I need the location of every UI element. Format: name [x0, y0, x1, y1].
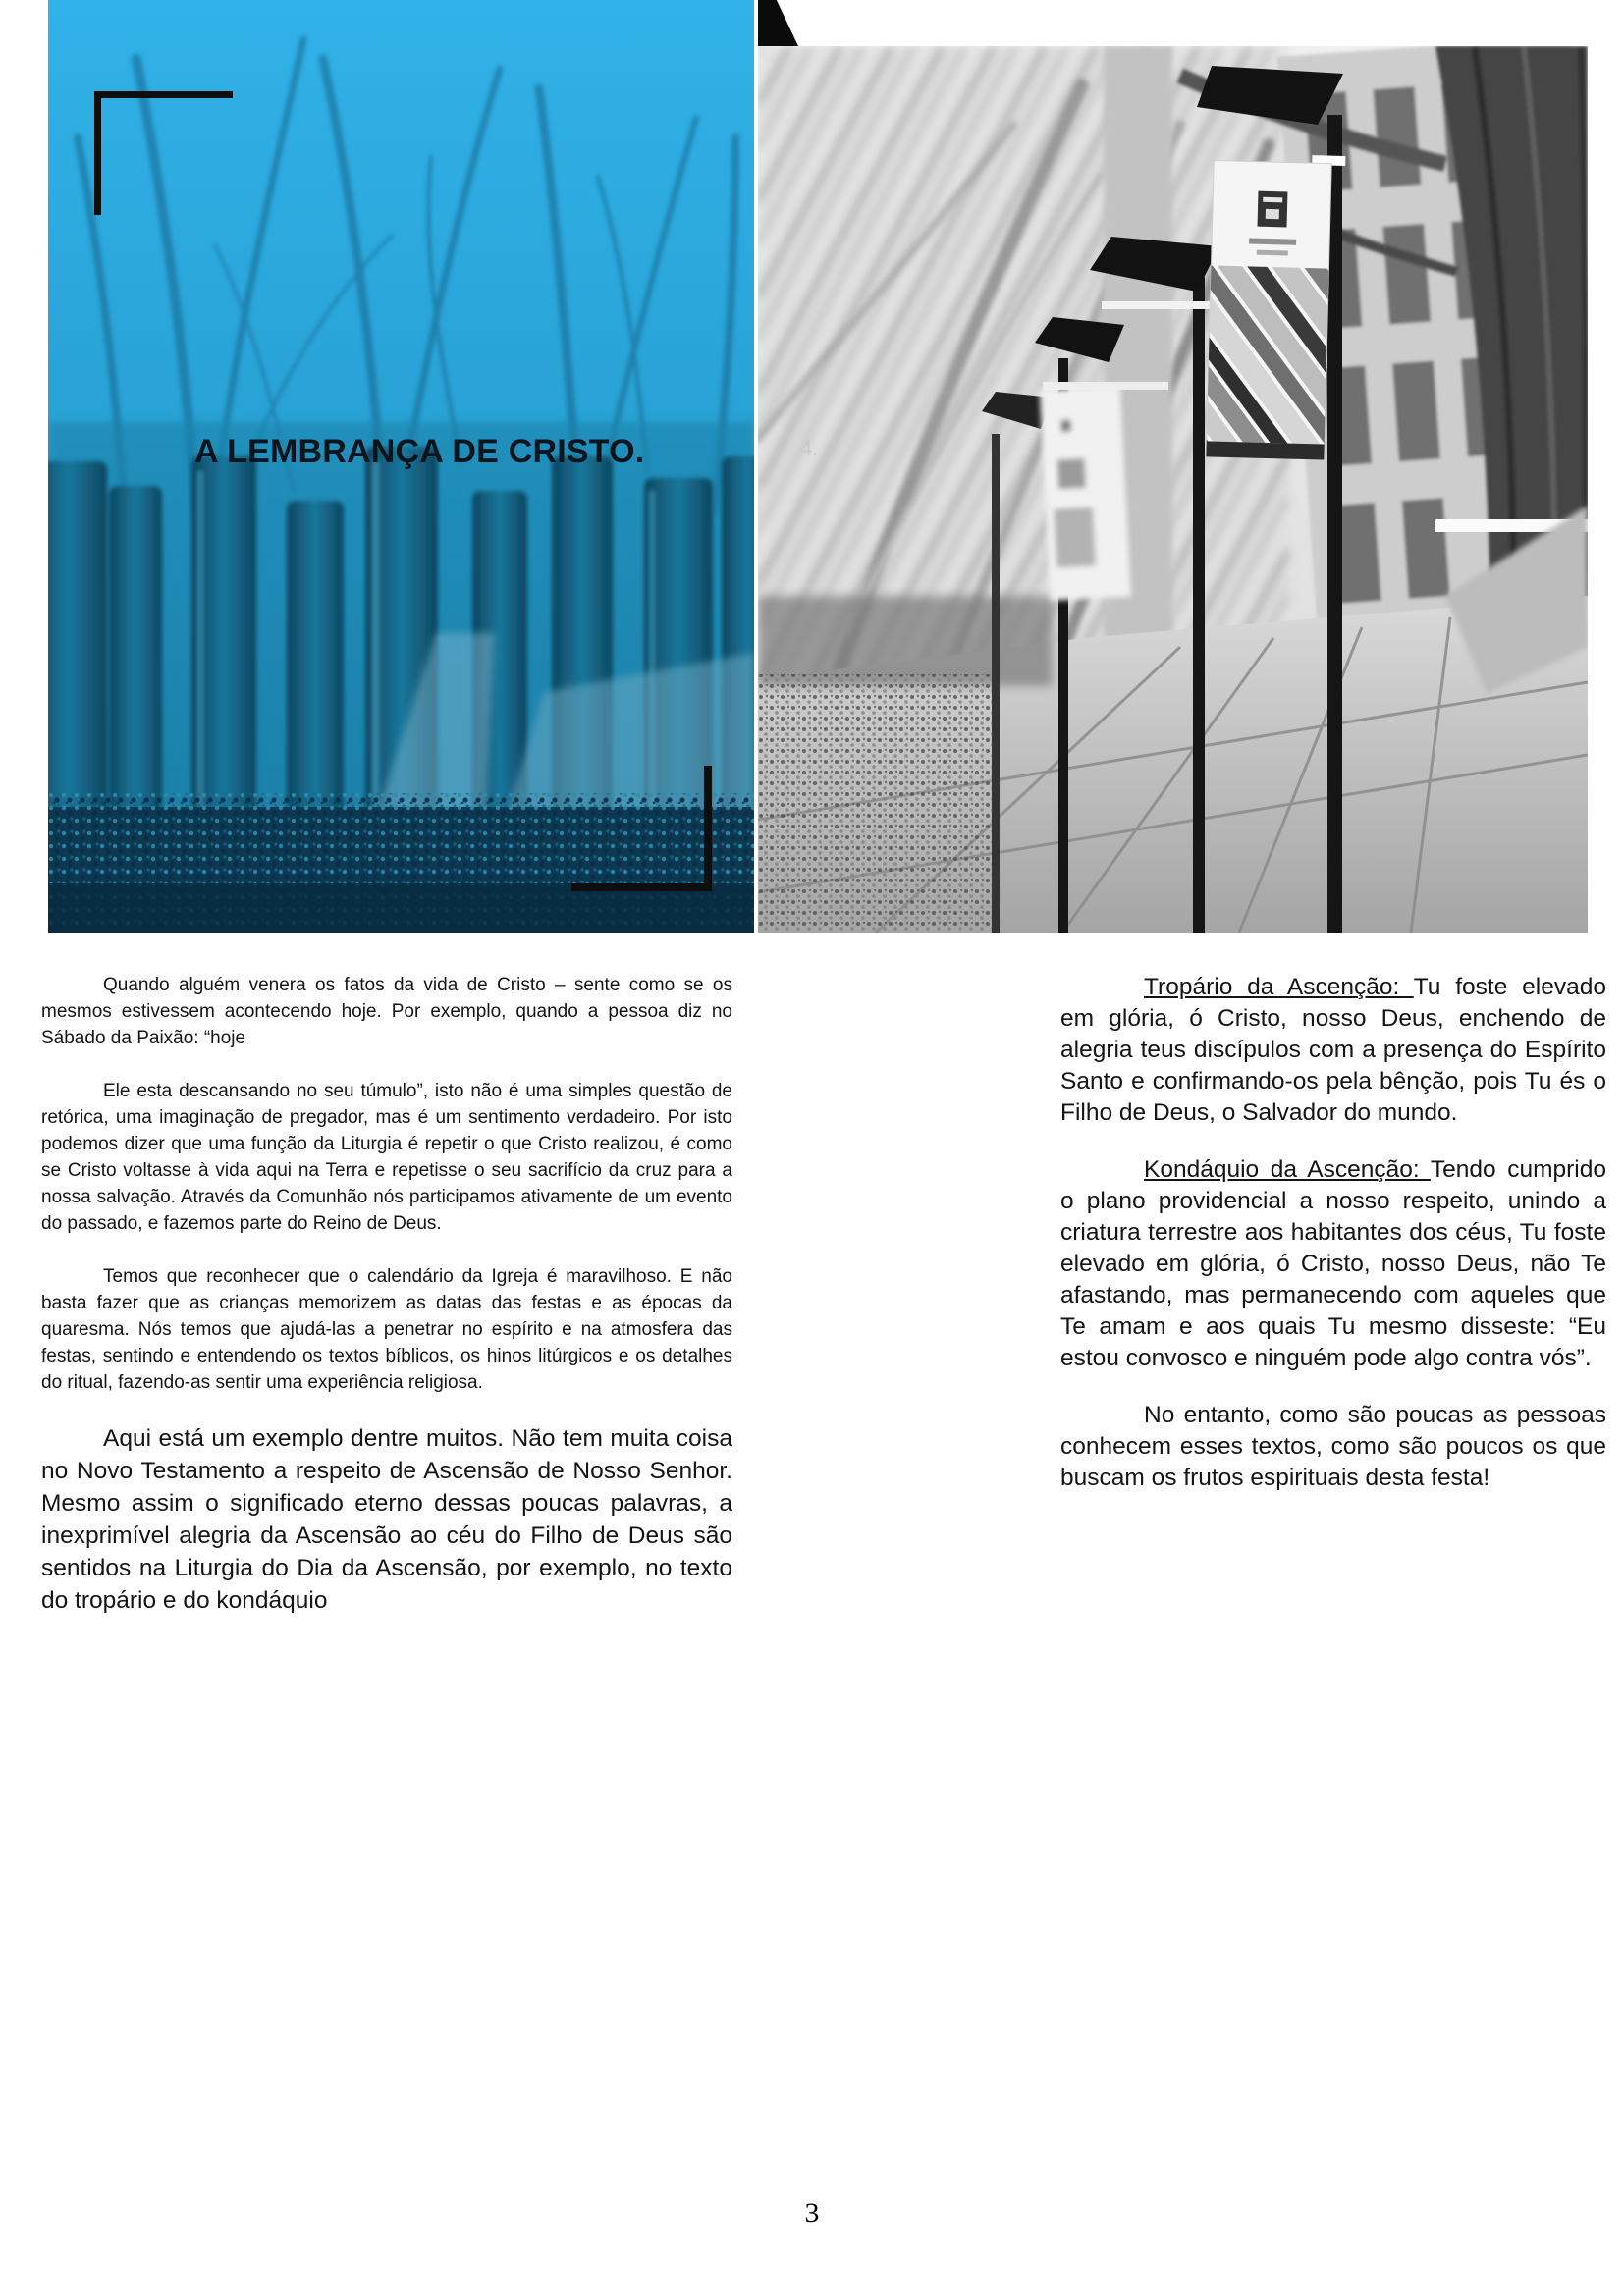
troparion-lead: Tropário da Ascenção:: [1144, 974, 1414, 1000]
hero-photo-bw-panel: [758, 46, 1588, 933]
paragraph: Aqui está um exemplo dentre muitos. Não tem muita coisa no Novo Testamento a respeito de Ascensão de Nosso Senhor. Mesmo assim o significado eterno dessas poucas palavras, a inexprimível alegria da Ascensão ao céu do Filho de Deus são sentidos na Liturgia do Dia da Ascensão, por exemplo, no texto do tropário e do kondáquio: [41, 1425, 732, 1614]
hero-title: A LEMBRANÇA DE CRISTO.: [194, 433, 645, 470]
paragraph: Temos que reconhecer que o calendário da Igreja é maravilhoso. E não basta fazer que as crianças memorizem as datas das festas e as épocas da quaresma. Nós temos que ajudá-las a penetrar no espírito e na atmosfera das festas, sentindo e entendendo os textos bíblicos, os hinos litúrgicos e os detalhes do ritual, fazendo-as sentir uma experiência religiosa.: [41, 1266, 732, 1393]
closing-body: No entanto, como são poucas as pessoas conhecem esses textos, como são poucos os que buscam os frutos espirituais desta festa!: [1060, 1402, 1606, 1491]
cut-corner-triangle: [758, 0, 798, 46]
paragraph-troparion: [1060, 972, 1606, 1129]
paragraph: Quando alguém venera os fatos da vida de Cristo – sente como se os mesmos estivessem acontecendo hoje. Por exemplo, quando a pessoa diz no Sábado da Paixão: “hoje: [41, 975, 732, 1048]
left-column: [41, 972, 732, 1617]
bw-street-photo: [758, 46, 1588, 933]
corner-bracket-top-left: [94, 91, 233, 215]
troparion-body: Tu foste elevado em glória, ó Cristo, nosso Deus, enchendo de alegria teus discípulos com a presença do Espírito Santo e confirmando-os pela bênção, pois Tu és o Filho de Deus, o Salvador do mundo.: [1060, 974, 1606, 1126]
bw-far-banner: [1040, 386, 1131, 601]
kontakion-lead: Kondáquio da Ascenção:: [1144, 1156, 1431, 1183]
paragraph-closing: [1060, 1400, 1606, 1494]
paragraph: Ele esta descansando no seu túmulo”, isto não é uma simples questão de retórica, uma imaginação de pregador, mas é um sentimento verdadeiro. Por isto podemos dizer que uma função da Liturgia é repetir o que Cristo realizou, é como se Cristo voltasse à vida aqui na Terra e repetisse o seu sacrifício da cruz para a nossa salvação. Através da Comunhão nós participamos ativamente de um evento do passado, e fazemos parte do Reino de Deus.: [41, 1081, 732, 1234]
bw-leaf-speckles: [758, 674, 994, 933]
page-number: 3: [804, 2197, 820, 2229]
corner-bracket-bottom-right: [571, 766, 712, 891]
right-column: [1060, 972, 1606, 1520]
bw-hedge-row: [758, 596, 1053, 686]
kontakion-body: Tendo cumprido o plano providencial a nosso respeito, unindo a criatura terrestre aos habitantes dos céus, Tu foste elevado em glória, ó Cristo, nosso Deus, não Te afastando, mas permanecendo com aqueles que Te amam e aos quais Tu mesmo disseste: “Eu estou convosco e ninguém pode algo contra vós”.: [1060, 1156, 1606, 1371]
photo-overlay-number: 4.: [800, 436, 818, 461]
paragraph-kontakion: [1060, 1154, 1606, 1374]
